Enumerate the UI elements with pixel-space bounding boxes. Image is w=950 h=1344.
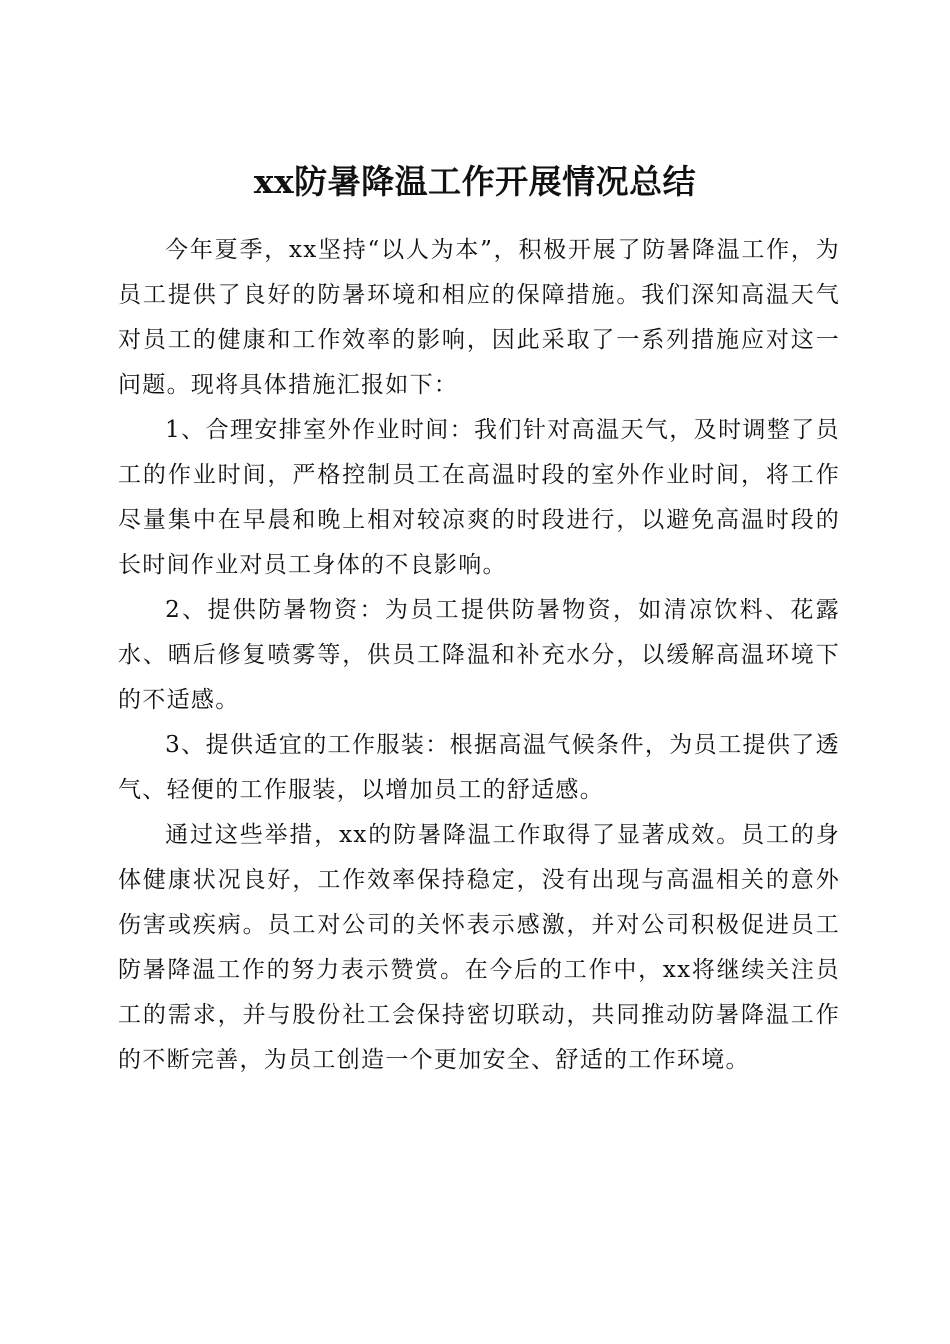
intro-paragraph: 今年夏季，xx坚持“以人为本”，积极开展了防暑降温工作，为员工提供了良好的防暑环境和相应的保障措施。我们深知高温天气对员工的健康和工作效率的影响，因此采取了一系列措施应对这一问题。现将具体措施汇报如下： [118,237,840,398]
document-body [118,228,840,1083]
conclusion-paragraph: 通过这些举措，xx的防暑降温工作取得了显著成效。员工的身体健康状况良好，工作效率保持稳定，没有出现与高温相关的意外伤害或疾病。员工对公司的关怀表示感激，并对公司积极促进员工防暑降温工作的努力表示赞赏。在今后的工作中，xx将继续关注员工的需求，并与股份社工会保持密切联动，共同推动防暑降温工作的不断完善，为员工创造一个更加安全、舒适的工作环境。 [118,822,840,1073]
document-title: xx防暑降温工作开展情况总结 [253,162,697,202]
measure-1-paragraph: 1、合理安排室外作业时间：我们针对高温天气，及时调整了员工的作业时间，严格控制员工在高温时段的室外作业时间，将工作尽量集中在早晨和晚上相对较凉爽的时段进行，以避免高温时段的长时间作业对员工身体的不良影响。 [118,417,840,578]
measure-3-paragraph: 3、提供适宜的工作服装：根据高温气候条件，为员工提供了透气、轻便的工作服装，以增加员工的舒适感。 [118,732,840,803]
measure-2-paragraph: 2、提供防暑物资：为员工提供防暑物资，如清凉饮料、花露水、晒后修复喷雾等，供员工降温和补充水分，以缓解高温环境下的不适感。 [118,597,840,713]
